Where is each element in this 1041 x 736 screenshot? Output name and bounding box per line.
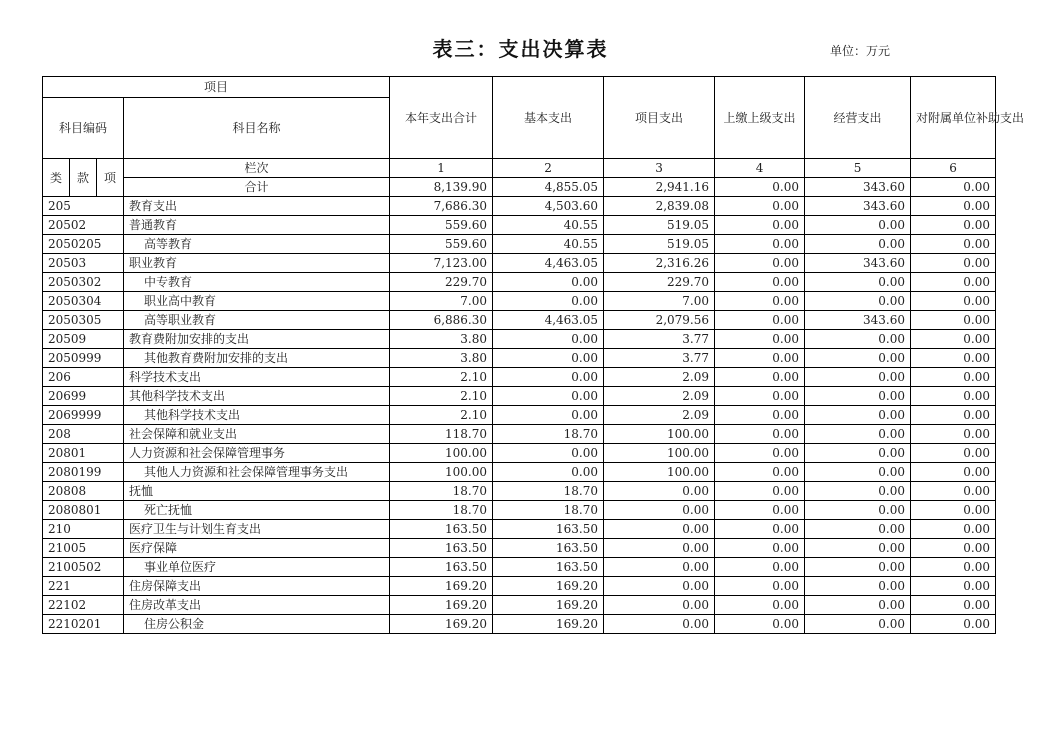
row-value-5: 0.00: [805, 216, 911, 235]
row-value-2: 169.20: [493, 577, 604, 596]
row-value-1: 169.20: [390, 577, 493, 596]
row-value-6: 0.00: [911, 235, 996, 254]
row-code: 2050305: [43, 311, 124, 330]
header-col-3: 项目支出: [604, 77, 715, 159]
header-col-1: 本年支出合计: [390, 77, 493, 159]
row-value-5: 0.00: [805, 349, 911, 368]
row-value-6: 0.00: [911, 501, 996, 520]
row-value-1: 169.20: [390, 596, 493, 615]
row-value-3: 0.00: [604, 482, 715, 501]
table-row: [43, 596, 996, 615]
row-value-5: 0.00: [805, 501, 911, 520]
row-value-6: 0.00: [911, 311, 996, 330]
row-value-2: 4,503.60: [493, 197, 604, 216]
row-value-3: 2.09: [604, 406, 715, 425]
row-value-4: 0.00: [715, 558, 805, 577]
row-value-1: 18.70: [390, 482, 493, 501]
row-value-5: 0.00: [805, 425, 911, 444]
table-header: [43, 77, 1025, 197]
row-value-1: 2.10: [390, 387, 493, 406]
row-value-4: 0.00: [715, 311, 805, 330]
row-value-1: 100.00: [390, 444, 493, 463]
row-value-4: 0.00: [715, 197, 805, 216]
row-name: 中专教育: [124, 273, 390, 292]
row-name: 医疗保障: [124, 539, 390, 558]
row-code: 2050302: [43, 273, 124, 292]
header-col-5: 经营支出: [805, 77, 911, 159]
row-name: 抚恤: [124, 482, 390, 501]
row-value-3: 2,316.26: [604, 254, 715, 273]
unit-label: 单位：万元: [830, 44, 891, 58]
table-row: [43, 482, 996, 501]
row-value-3: 100.00: [604, 463, 715, 482]
row-value-3: 3.77: [604, 330, 715, 349]
table-row: [43, 501, 996, 520]
row-code: 2050205: [43, 235, 124, 254]
row-value-4: 0.00: [715, 463, 805, 482]
row-name: 人力资源和社会保障管理事务: [124, 444, 390, 463]
row-value-5: 0.00: [805, 292, 911, 311]
row-value-1: 7,686.30: [390, 197, 493, 216]
row-value-3: 2.09: [604, 387, 715, 406]
row-value-1: 3.80: [390, 349, 493, 368]
row-code: 21005: [43, 539, 124, 558]
row-value-5: 0.00: [805, 273, 911, 292]
row-value-1: 6,886.30: [390, 311, 493, 330]
table-row: [43, 425, 996, 444]
row-value-4: 0.00: [715, 596, 805, 615]
header-xiang: 项: [97, 159, 124, 197]
total-value-2: 4,855.05: [493, 178, 604, 197]
row-value-6: 0.00: [911, 520, 996, 539]
table-row: [43, 558, 996, 577]
row-value-5: 0.00: [805, 235, 911, 254]
row-value-3: 229.70: [604, 273, 715, 292]
row-value-6: 0.00: [911, 577, 996, 596]
row-value-3: 0.00: [604, 520, 715, 539]
table-row: [43, 273, 996, 292]
col-num-6: 6: [911, 159, 996, 178]
row-value-5: 343.60: [805, 197, 911, 216]
row-value-2: 40.55: [493, 216, 604, 235]
row-value-5: 0.00: [805, 330, 911, 349]
row-value-2: 169.20: [493, 596, 604, 615]
row-value-1: 100.00: [390, 463, 493, 482]
row-value-2: 0.00: [493, 273, 604, 292]
row-value-3: 519.05: [604, 235, 715, 254]
row-value-2: 4,463.05: [493, 254, 604, 273]
row-value-3: 2,079.56: [604, 311, 715, 330]
row-value-6: 0.00: [911, 425, 996, 444]
row-value-1: 163.50: [390, 520, 493, 539]
row-value-6: 0.00: [911, 216, 996, 235]
row-value-3: 0.00: [604, 615, 715, 634]
row-code: 20502: [43, 216, 124, 235]
row-value-5: 0.00: [805, 558, 911, 577]
row-value-5: 0.00: [805, 444, 911, 463]
row-code: 2069999: [43, 406, 124, 425]
row-value-4: 0.00: [715, 615, 805, 634]
row-value-1: 163.50: [390, 558, 493, 577]
row-code: 20699: [43, 387, 124, 406]
row-value-2: 0.00: [493, 444, 604, 463]
row-value-5: 0.00: [805, 406, 911, 425]
table-row: [43, 292, 996, 311]
row-value-3: 2,839.08: [604, 197, 715, 216]
row-code: 20801: [43, 444, 124, 463]
table-row: [43, 463, 996, 482]
row-name: 职业教育: [124, 254, 390, 273]
row-value-4: 0.00: [715, 273, 805, 292]
total-value-1: 8,139.90: [390, 178, 493, 197]
row-value-2: 40.55: [493, 235, 604, 254]
total-value-4: 0.00: [715, 178, 805, 197]
row-value-4: 0.00: [715, 216, 805, 235]
row-code: 20503: [43, 254, 124, 273]
row-value-4: 0.00: [715, 501, 805, 520]
row-value-3: 2.09: [604, 368, 715, 387]
row-value-6: 0.00: [911, 539, 996, 558]
table-row: [43, 254, 996, 273]
row-value-5: 0.00: [805, 520, 911, 539]
table-row: [43, 520, 996, 539]
row-name: 社会保障和就业支出: [124, 425, 390, 444]
header-col-2: 基本支出: [493, 77, 604, 159]
row-name: 高等教育: [124, 235, 390, 254]
row-name: 住房保障支出: [124, 577, 390, 596]
row-value-6: 0.00: [911, 387, 996, 406]
row-value-1: 2.10: [390, 406, 493, 425]
row-name: 高等职业教育: [124, 311, 390, 330]
row-name: 教育费附加安排的支出: [124, 330, 390, 349]
row-value-2: 4,463.05: [493, 311, 604, 330]
col-num-3: 3: [604, 159, 715, 178]
report-title: 表三：支出决算表: [432, 37, 609, 61]
table-row: [43, 235, 996, 254]
table-body: [43, 197, 996, 634]
row-value-4: 0.00: [715, 330, 805, 349]
row-value-1: 229.70: [390, 273, 493, 292]
row-value-6: 0.00: [911, 596, 996, 615]
table-row: [43, 368, 996, 387]
row-value-3: 100.00: [604, 444, 715, 463]
total-value-3: 2,941.16: [604, 178, 715, 197]
row-code: 22102: [43, 596, 124, 615]
row-value-1: 163.50: [390, 539, 493, 558]
row-value-6: 0.00: [911, 349, 996, 368]
row-code: 2100502: [43, 558, 124, 577]
table-row: [43, 444, 996, 463]
row-value-3: 7.00: [604, 292, 715, 311]
row-code: 208: [43, 425, 124, 444]
row-value-5: 0.00: [805, 596, 911, 615]
row-name: 其他教育费附加安排的支出: [124, 349, 390, 368]
header-col-6: 对附属单位补助支出: [911, 77, 996, 159]
row-value-3: 0.00: [604, 539, 715, 558]
row-value-3: 100.00: [604, 425, 715, 444]
row-value-1: 559.60: [390, 235, 493, 254]
header-code: 科目编码: [43, 98, 124, 159]
row-value-2: 0.00: [493, 406, 604, 425]
row-code: 20509: [43, 330, 124, 349]
row-value-1: 7,123.00: [390, 254, 493, 273]
row-value-6: 0.00: [911, 463, 996, 482]
row-name: 其他科学技术支出: [124, 387, 390, 406]
row-code: 20808: [43, 482, 124, 501]
row-value-4: 0.00: [715, 577, 805, 596]
row-value-5: 0.00: [805, 615, 911, 634]
row-value-4: 0.00: [715, 406, 805, 425]
row-value-6: 0.00: [911, 368, 996, 387]
table-row: [43, 539, 996, 558]
table-row: [43, 387, 996, 406]
row-name: 事业单位医疗: [124, 558, 390, 577]
row-code: 210: [43, 520, 124, 539]
row-value-6: 0.00: [911, 330, 996, 349]
row-value-5: 343.60: [805, 254, 911, 273]
total-label: 合计: [124, 178, 390, 197]
row-code: 2050999: [43, 349, 124, 368]
row-value-2: 18.70: [493, 501, 604, 520]
row-value-5: 343.60: [805, 311, 911, 330]
row-value-4: 0.00: [715, 539, 805, 558]
expenditure-table: [42, 76, 1025, 634]
row-value-4: 0.00: [715, 425, 805, 444]
row-value-2: 0.00: [493, 330, 604, 349]
row-value-5: 0.00: [805, 539, 911, 558]
row-value-5: 0.00: [805, 463, 911, 482]
table-row: [43, 311, 996, 330]
row-value-4: 0.00: [715, 292, 805, 311]
row-name: 科学技术支出: [124, 368, 390, 387]
row-code: 2210201: [43, 615, 124, 634]
row-value-3: 519.05: [604, 216, 715, 235]
row-value-3: 0.00: [604, 577, 715, 596]
table-row: [43, 406, 996, 425]
col-num-1: 1: [390, 159, 493, 178]
row-value-2: 169.20: [493, 615, 604, 634]
row-value-6: 0.00: [911, 254, 996, 273]
table-row: [43, 330, 996, 349]
row-value-4: 0.00: [715, 482, 805, 501]
table-row: [43, 615, 996, 634]
total-row: [43, 178, 996, 197]
row-code: 2050304: [43, 292, 124, 311]
row-value-3: 3.77: [604, 349, 715, 368]
row-value-5: 0.00: [805, 368, 911, 387]
row-value-6: 0.00: [911, 482, 996, 501]
row-code: 221: [43, 577, 124, 596]
row-value-4: 0.00: [715, 520, 805, 539]
row-value-6: 0.00: [911, 615, 996, 634]
row-value-1: 118.70: [390, 425, 493, 444]
row-code: 205: [43, 197, 124, 216]
table-row: [43, 577, 996, 596]
row-value-4: 0.00: [715, 368, 805, 387]
header-name: 科目名称: [124, 98, 390, 159]
header-col-4: 上缴上级支出: [715, 77, 805, 159]
row-name: 其他科学技术支出: [124, 406, 390, 425]
header-project: 项目: [43, 77, 390, 98]
row-value-5: 0.00: [805, 577, 911, 596]
row-name: 教育支出: [124, 197, 390, 216]
row-value-6: 0.00: [911, 444, 996, 463]
row-value-5: 0.00: [805, 387, 911, 406]
row-name: 医疗卫生与计划生育支出: [124, 520, 390, 539]
row-value-4: 0.00: [715, 235, 805, 254]
row-code: 206: [43, 368, 124, 387]
row-value-2: 163.50: [493, 539, 604, 558]
row-value-6: 0.00: [911, 558, 996, 577]
row-name: 死亡抚恤: [124, 501, 390, 520]
row-value-1: 3.80: [390, 330, 493, 349]
col-num-4: 4: [715, 159, 805, 178]
table-row: [43, 197, 996, 216]
row-value-3: 0.00: [604, 501, 715, 520]
row-name: 普通教育: [124, 216, 390, 235]
row-name: 职业高中教育: [124, 292, 390, 311]
row-value-3: 0.00: [604, 558, 715, 577]
header-kuan: 款: [70, 159, 97, 197]
row-value-6: 0.00: [911, 273, 996, 292]
row-name: 其他人力资源和社会保障管理事务支出: [124, 463, 390, 482]
row-value-6: 0.00: [911, 197, 996, 216]
row-value-2: 0.00: [493, 368, 604, 387]
row-value-2: 0.00: [493, 349, 604, 368]
row-value-2: 163.50: [493, 558, 604, 577]
row-value-4: 0.00: [715, 444, 805, 463]
row-value-2: 163.50: [493, 520, 604, 539]
row-name: 住房公积金: [124, 615, 390, 634]
row-value-2: 0.00: [493, 387, 604, 406]
table-row: [43, 216, 996, 235]
row-value-6: 0.00: [911, 406, 996, 425]
header-lanci: 栏次: [124, 159, 390, 178]
row-value-1: 169.20: [390, 615, 493, 634]
row-name: 住房改革支出: [124, 596, 390, 615]
row-value-5: 0.00: [805, 482, 911, 501]
row-value-1: 7.00: [390, 292, 493, 311]
row-value-1: 2.10: [390, 368, 493, 387]
row-value-6: 0.00: [911, 292, 996, 311]
total-value-5: 343.60: [805, 178, 911, 197]
col-num-5: 5: [805, 159, 911, 178]
row-value-3: 0.00: [604, 596, 715, 615]
row-value-2: 0.00: [493, 292, 604, 311]
col-num-2: 2: [493, 159, 604, 178]
row-value-4: 0.00: [715, 387, 805, 406]
row-value-2: 18.70: [493, 425, 604, 444]
total-value-6: 0.00: [911, 178, 996, 197]
row-value-2: 18.70: [493, 482, 604, 501]
table-row: [43, 349, 996, 368]
row-value-1: 559.60: [390, 216, 493, 235]
row-value-4: 0.00: [715, 349, 805, 368]
row-code: 2080801: [43, 501, 124, 520]
row-value-4: 0.00: [715, 254, 805, 273]
header-lei: 类: [43, 159, 70, 197]
row-value-1: 18.70: [390, 501, 493, 520]
row-value-2: 0.00: [493, 463, 604, 482]
row-code: 2080199: [43, 463, 124, 482]
